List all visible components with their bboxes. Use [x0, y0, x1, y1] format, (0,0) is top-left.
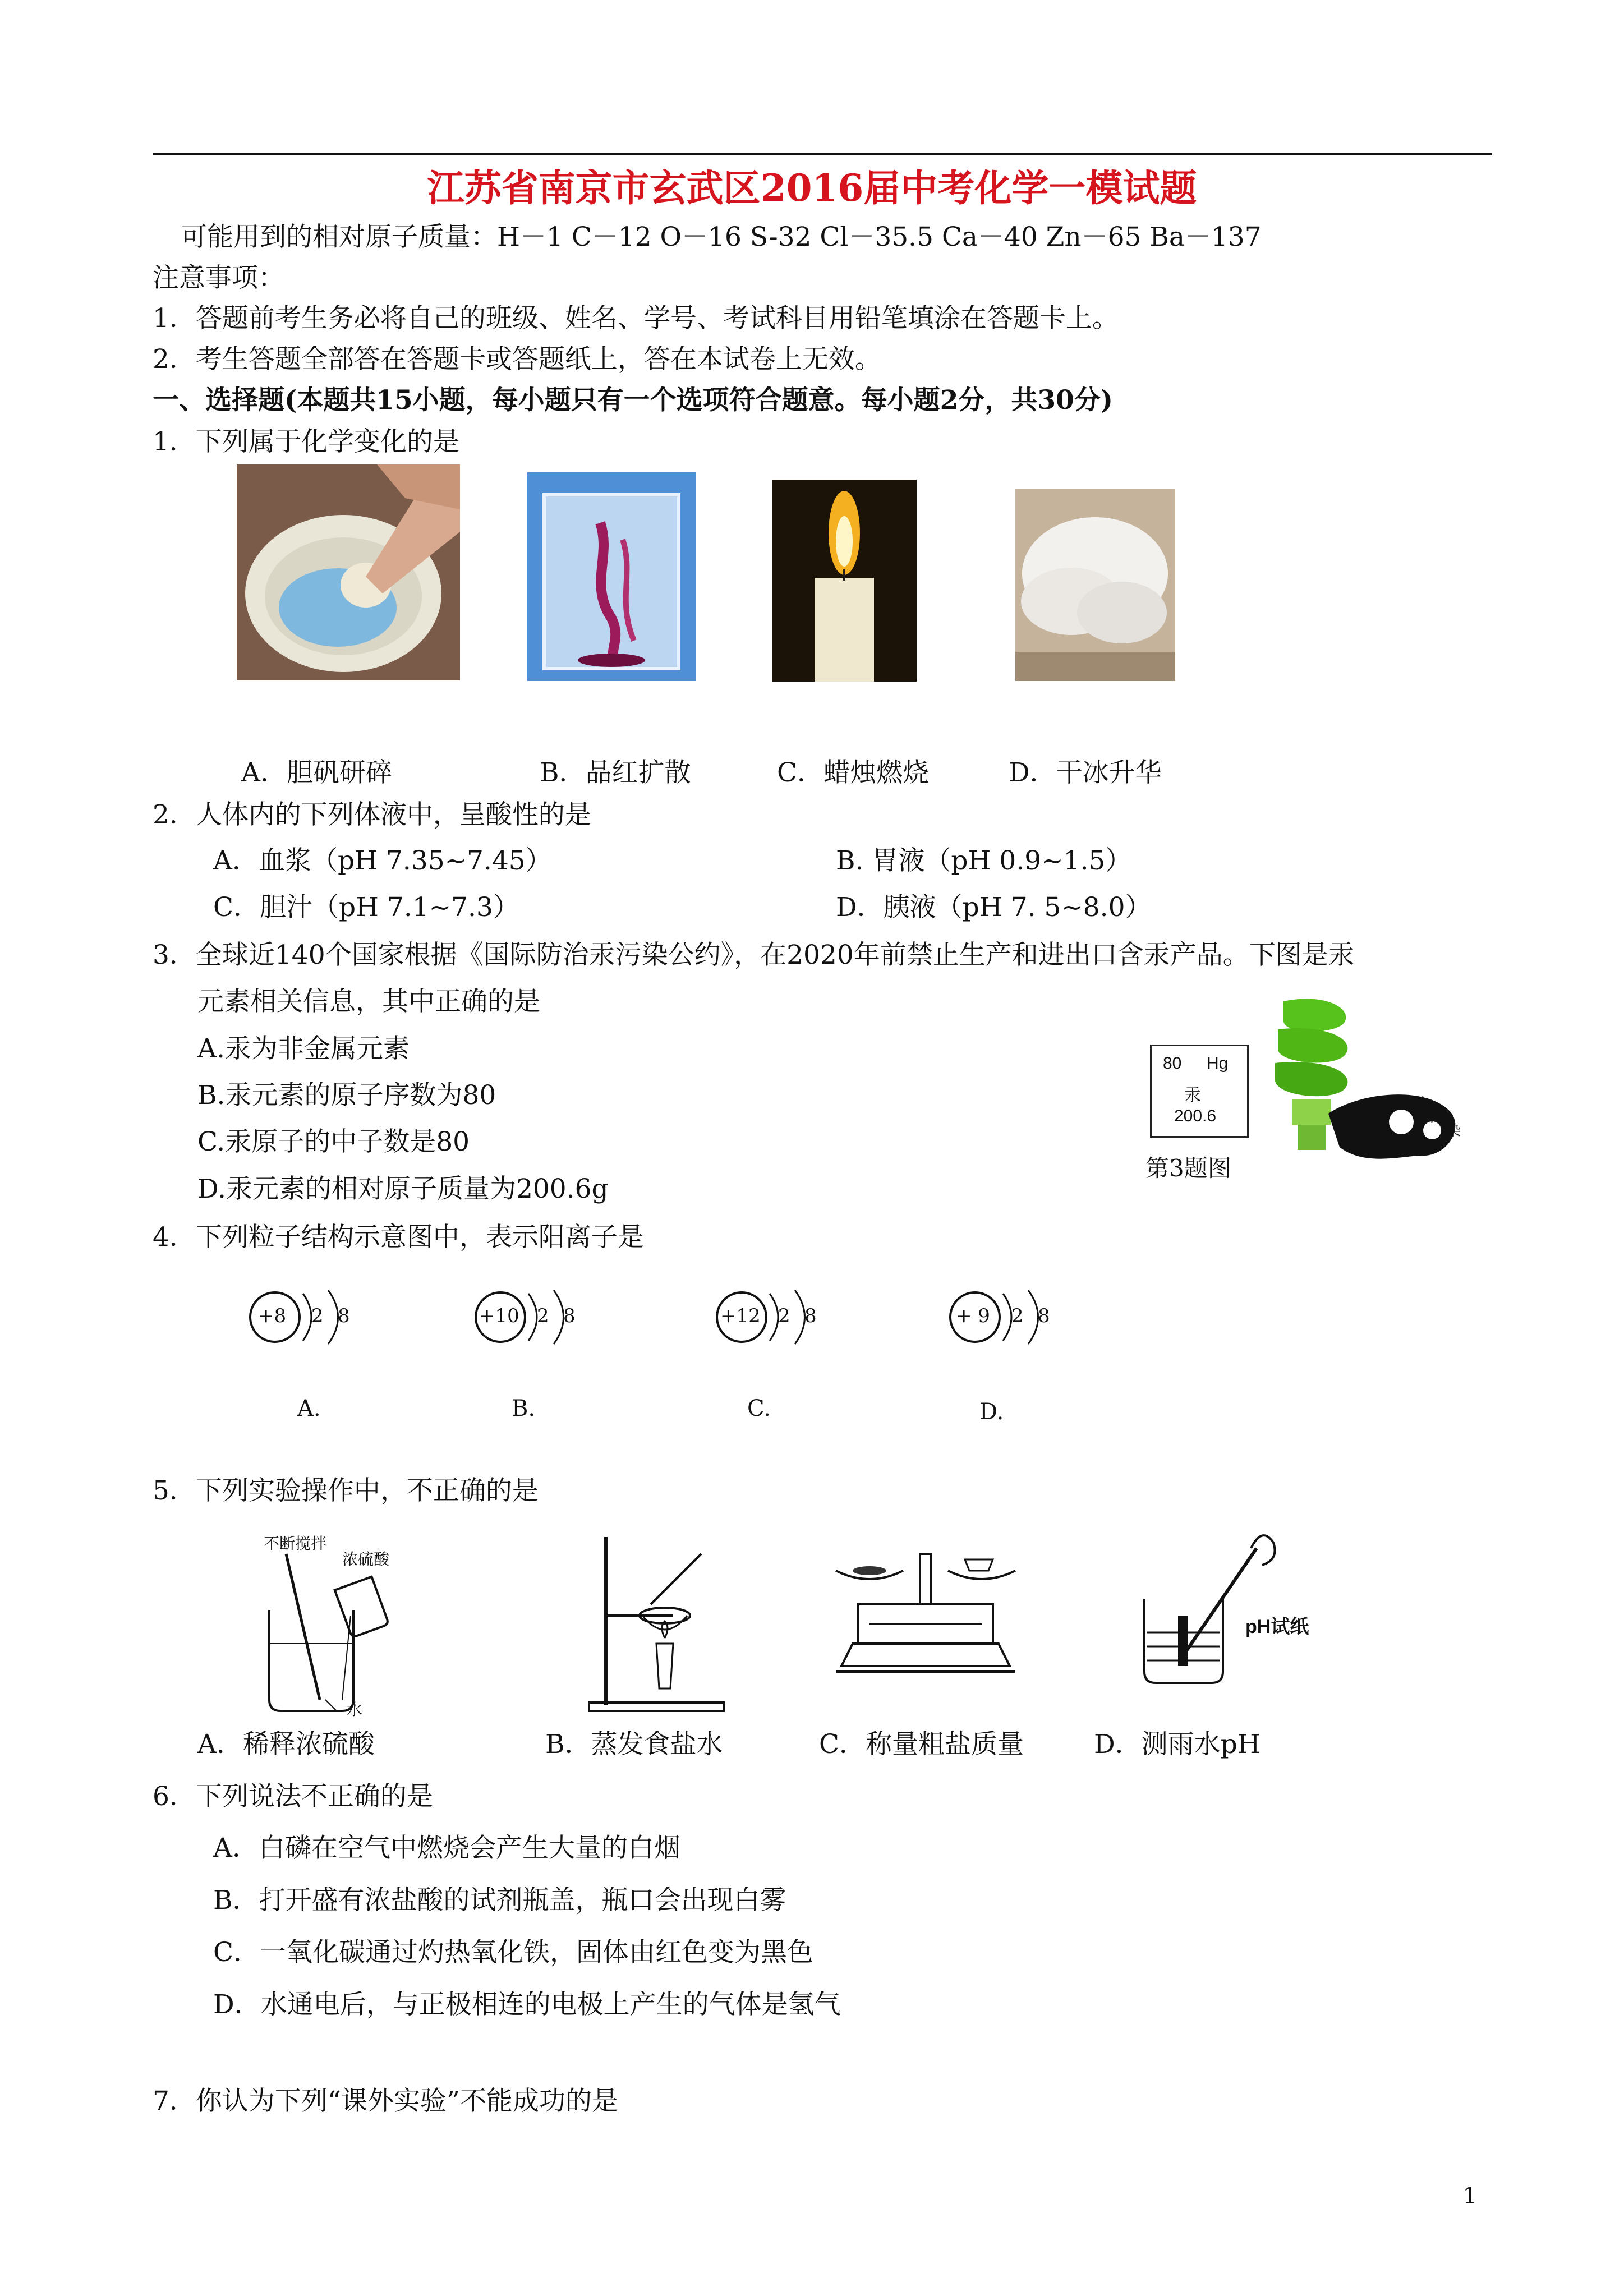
shell-electrons: 2 — [1011, 1305, 1024, 1327]
shell-electrons: 8 — [804, 1305, 817, 1327]
option-label: D．干冰升华 — [1009, 757, 1162, 788]
option-label: D.汞元素的相对原子质量为200.6g — [197, 1174, 609, 1204]
question-stem: 3．全球近140个国家根据《国际防治汞污染公约》，在2020年前禁止生产和进出口含汞产品。下图是汞 — [153, 940, 1355, 970]
water-label: 水 — [347, 1700, 363, 1719]
atom-diagram-b — [467, 1283, 590, 1421]
question-stem: 5．下列实验操作中，不正确的是 — [153, 1475, 539, 1506]
question-stem: 4．下列粒子结构示意图中，表示阳离子是 — [153, 1222, 644, 1253]
option-label: B．品红扩散 — [540, 757, 691, 788]
element-name: 汞 — [1184, 1086, 1201, 1105]
option-label: C．称量粗盐质量 — [819, 1729, 1024, 1760]
atom-label: B. — [512, 1396, 536, 1421]
candle-photo — [772, 480, 917, 682]
nucleus-charge: +8 — [258, 1305, 287, 1327]
option-label: A．白磷在空气中燃烧会产生大量的白烟 — [213, 1833, 680, 1864]
option-label: A．血浆（pH 7.35~7.45） — [213, 845, 552, 876]
shell-electrons: 2 — [537, 1305, 549, 1327]
option-label: A．胆矾研碎 — [241, 757, 392, 788]
atom-diagram-c — [708, 1283, 831, 1421]
mercury-pollution-image — [1261, 996, 1474, 1164]
nucleus-charge: + 9 — [956, 1305, 990, 1327]
atomic-masses: 可能用到的相对原子质量：H－1 C－12 O－16 S-32 Cl－35.5 Ca－40 Zn－65 Ba－137 — [181, 222, 1262, 252]
option-label: D．水通电后，与正极相连的电极上产生的气体是氢气 — [213, 1989, 841, 2020]
notes-heading: 注意事项： — [153, 263, 284, 293]
atomic-mass: 200.6 — [1174, 1107, 1217, 1125]
option-label: C.汞原子的中子数是80 — [197, 1126, 470, 1157]
ph-paper-label: pH试纸 — [1245, 1616, 1309, 1637]
page-title: 江苏省南京市玄武区2016届中考化学一模试题 — [427, 166, 1197, 210]
option-label: A．稀释浓硫酸 — [197, 1729, 375, 1760]
skull-text: 污 — [1429, 1109, 1444, 1126]
option-label: C．胆汁（pH 7.1~7.3） — [213, 892, 519, 923]
shell-electrons: 2 — [311, 1305, 324, 1327]
dilute-acid-figure — [252, 1531, 421, 1717]
option-label: B. 胃液（pH 0.9~1.5） — [836, 845, 1132, 876]
question-stem: 6．下列说法不正确的是 — [153, 1781, 433, 1812]
figure-caption: 第3题图 — [1145, 1154, 1231, 1182]
nucleus-charge: +10 — [479, 1305, 519, 1327]
acid-label: 浓硫酸 — [342, 1550, 390, 1568]
note-item: 1．答题前考生务必将自己的班级、姓名、学号、考试科目用铅笔填涂在答题卡上。 — [153, 303, 1119, 334]
shell-electrons: 8 — [1038, 1305, 1050, 1327]
question-stem: 7．你认为下列“课外实验”不能成功的是 — [153, 2086, 618, 2116]
atom-label: D. — [979, 1399, 1004, 1425]
option-label: B．蒸发食盐水 — [545, 1729, 723, 1760]
balance-figure — [825, 1548, 1027, 1717]
question-stem: 1．下列属于化学变化的是 — [153, 426, 459, 457]
atomic-number: 80 — [1163, 1054, 1182, 1073]
mortar-photo — [237, 464, 460, 680]
ph-test-figure — [1133, 1526, 1346, 1694]
dry-ice-photo — [1015, 489, 1175, 681]
atom-diagram-a — [241, 1283, 365, 1421]
option-label: D．胰液（pH 7. 5~8.0） — [836, 892, 1152, 923]
option-label: C．一氧化碳通过灼热氧化铁，固体由红色变为黑色 — [213, 1937, 813, 1968]
beaker-dye-photo — [527, 472, 696, 681]
atom-label: C. — [747, 1396, 771, 1421]
element-symbol: Hg — [1207, 1054, 1229, 1073]
evaporation-figure — [572, 1531, 740, 1717]
option-label: C．蜡烛燃烧 — [777, 757, 929, 788]
element-cell — [1150, 1045, 1249, 1138]
shell-electrons: 2 — [778, 1305, 790, 1327]
question-stem: 2．人体内的下列体液中，呈酸性的是 — [153, 799, 591, 830]
section-heading: 一、选择题(本题共15小题，每小题只有一个选项符合题意。每小题2分，共30分) — [153, 385, 1113, 416]
option-label: B．打开盛有浓盐酸的试剂瓶盖，瓶口会出现白雾 — [213, 1885, 786, 1916]
option-label: B.汞元素的原子序数为80 — [197, 1080, 496, 1111]
skull-text: 汞 — [1411, 1096, 1427, 1112]
atom-label: A. — [297, 1396, 321, 1421]
shell-electrons: 8 — [338, 1305, 350, 1327]
atom-diagram-d — [941, 1283, 1065, 1425]
option-label: D．测雨水pH — [1094, 1729, 1260, 1760]
page-number: 1 — [1462, 2183, 1477, 2209]
note-item: 2．考生答题全部答在答题卡或答题纸上，答在本试卷上无效。 — [153, 344, 881, 375]
header-rule — [153, 153, 1492, 155]
option-label: A.汞为非金属元素 — [197, 1033, 410, 1064]
skull-text: 染 — [1446, 1122, 1461, 1139]
stir-label: 不断搅拌 — [264, 1534, 327, 1553]
shell-electrons: 8 — [563, 1305, 576, 1327]
question-stem-cont: 元素相关信息，其中正确的是 — [197, 986, 540, 1017]
nucleus-charge: +12 — [720, 1305, 761, 1327]
